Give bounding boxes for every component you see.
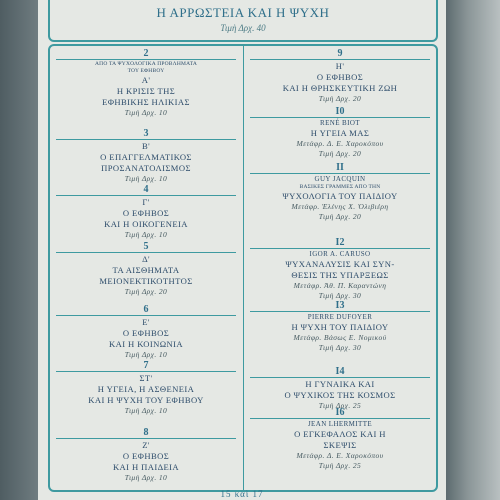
entry-price: Τιμὴ Δρχ. 10 bbox=[124, 473, 168, 482]
entry-number: 3 bbox=[143, 128, 149, 139]
entry-number: Ι3 bbox=[335, 300, 345, 311]
entry-price: Τιμὴ Δρχ. 10 bbox=[124, 350, 168, 359]
entry-text: ΠΡΟΣΑΝΑΤΟΛΙΣΜΟΣ bbox=[101, 163, 191, 173]
entry-text: ΨΥΧΟΛΟΓΙΑ ΤΟΥ ΠΑΙΔΙΟΥ bbox=[282, 191, 398, 201]
entry-price: Τιμὴ Δρχ. 10 bbox=[124, 230, 168, 239]
entry-number: 9 bbox=[337, 48, 343, 59]
entry-rule bbox=[250, 248, 430, 249]
header-title: Η ΑΡΡΩΣΤΕΙΑ ΚΑΙ Η ΨΥΧΗ bbox=[156, 5, 330, 20]
entry-number: Ι2 bbox=[335, 237, 345, 248]
entry-price: Τιμὴ Δρχ. 30 bbox=[318, 343, 362, 352]
entry-text: ΘΕΣΙΣ ΤΗΣ ΥΠΑΡΞΕΩΣ bbox=[291, 270, 389, 280]
entry-text: IGOR A. CARUSO bbox=[309, 250, 371, 258]
catalog-entry bbox=[250, 300, 430, 353]
entry-rule bbox=[56, 252, 236, 253]
entry-text: ΒΑΣΙΚΕΣ ΓΡΑΜΜΕΣ ΑΠΟ ΤΗΝ bbox=[299, 184, 381, 190]
entry-number: 5 bbox=[143, 241, 149, 252]
entry-rule bbox=[56, 59, 236, 60]
entry-text: Ζ' bbox=[142, 440, 150, 450]
entry-number: Ι0 bbox=[335, 106, 345, 117]
entry-text: Α' bbox=[141, 75, 151, 85]
entry-price: Τιμὴ Δρχ. 20 bbox=[124, 287, 168, 296]
entry-text: ΚΑΙ Η ΟΙΚΟΓΕΝΕΙΑ bbox=[104, 219, 188, 229]
entry-text: ΑΠΟ ΤΑ ΨΥΧΟΛΟΓΙΚΑ ΠΡΟΒΛΗΜΑΤΑ bbox=[94, 61, 197, 67]
entry-rule bbox=[250, 311, 430, 312]
entry-text: ΚΑΙ Η ΚΟΙΝΩΝΙΑ bbox=[109, 339, 183, 349]
entry-number: Ι4 bbox=[335, 366, 345, 377]
entry-number: 8 bbox=[143, 427, 149, 438]
entry-rule bbox=[56, 438, 236, 439]
catalog-entry bbox=[250, 48, 430, 104]
entry-rule bbox=[250, 418, 430, 419]
binding-edge bbox=[0, 0, 38, 500]
entry-text: ΣΚΕΨΙΣ bbox=[323, 440, 357, 450]
entry-text: ΚΑΙ Η ΘΡΗΣΚΕΥΤΙΚΗ ΖΩΗ bbox=[282, 83, 398, 93]
entry-text: JEAN LHERMITTE bbox=[307, 420, 373, 428]
entry-text: Ο ΕΦΗΒΟΣ bbox=[122, 451, 170, 461]
entry-text: Η ΥΓΕΙΑ ΜΑΣ bbox=[310, 128, 370, 138]
catalog-entry bbox=[56, 184, 236, 240]
entry-text: Η ΚΡΙΣΙΣ ΤΗΣ bbox=[116, 86, 176, 96]
catalog-entry bbox=[56, 304, 236, 360]
entry-translator: Μετάφρ. Βάσως Ε. Νομικού bbox=[293, 333, 387, 342]
column-divider bbox=[243, 46, 244, 490]
entry-rule bbox=[56, 371, 236, 372]
entry-rule bbox=[250, 59, 430, 60]
entry-number: ΙΙ bbox=[336, 162, 344, 173]
entry-rule bbox=[250, 377, 430, 378]
catalog-entry bbox=[56, 241, 236, 297]
page-footer: 15 καὶ 17 bbox=[220, 489, 264, 499]
entry-text: RENÉ BIOT bbox=[320, 119, 360, 127]
entry-rule bbox=[250, 117, 430, 118]
catalog-entry bbox=[250, 106, 430, 159]
catalog-entry bbox=[56, 360, 236, 416]
entry-price: Τιμὴ Δρχ. 10 bbox=[124, 174, 168, 183]
entry-rule bbox=[56, 195, 236, 196]
entry-translator: Μετάφρ. Δ. Ε. Χαροκόπου bbox=[296, 139, 384, 148]
entry-price: Τιμὴ Δρχ. 25 bbox=[318, 461, 362, 470]
entry-text: Ο ΕΠΑΓΓΕΛΜΑΤΙΚΟΣ bbox=[100, 152, 192, 162]
entry-price: Τιμὴ Δρχ. 20 bbox=[318, 212, 362, 221]
catalog-entry bbox=[250, 162, 430, 222]
entry-text: Η ΥΓΕΙΑ, Η ΑΣΘΕΝΕΙΑ bbox=[97, 384, 195, 394]
entry-text: Ο ΕΓΚΕΦΑΛΟΣ ΚΑΙ Η bbox=[294, 429, 386, 439]
entry-number: Ι6 bbox=[335, 407, 345, 418]
entry-text: ΚΑΙ Η ΠΑΙΔΕΙΑ bbox=[112, 462, 180, 472]
entry-text: Η' bbox=[335, 61, 345, 71]
entry-price: Τιμὴ Δρχ. 10 bbox=[124, 406, 168, 415]
entry-text: ΤΑ ΑΙΣΘΗΜΑΤΑ bbox=[112, 265, 180, 275]
entry-number: 2 bbox=[143, 48, 149, 59]
entry-text: Η ΨΥΧΗ ΤΟΥ ΠΑΙΔΙΟΥ bbox=[291, 322, 389, 332]
page-edge bbox=[446, 0, 500, 500]
entry-text: Ε' bbox=[142, 317, 150, 327]
entry-number: 4 bbox=[143, 184, 149, 195]
entry-text: PIERRE DUFOYER bbox=[307, 313, 373, 321]
entry-price: Τιμὴ Δρχ. 20 bbox=[318, 149, 362, 158]
entry-text: ΚΑΙ Η ΨΥΧΗ ΤΟΥ ΕΦΗΒΟΥ bbox=[88, 395, 204, 405]
catalog-entry bbox=[56, 427, 236, 483]
entry-text: ΤΟΥ ΕΦΗΒΟΥ bbox=[127, 68, 165, 74]
entry-price: Τιμὴ Δρχ. 30 bbox=[318, 291, 362, 300]
entry-price: Τιμὴ Δρχ. 20 bbox=[318, 94, 362, 103]
catalog-entry bbox=[56, 48, 236, 118]
entry-text: ΨΥΧΑΝΑΛΥΣΙΣ ΚΑΙ ΣΥΝ- bbox=[285, 259, 395, 269]
entry-text: Ο ΕΦΗΒΟΣ bbox=[316, 72, 364, 82]
entry-text: Δ' bbox=[142, 254, 150, 264]
entry-number: 6 bbox=[143, 304, 149, 315]
entry-price: Τιμὴ Δρχ. 10 bbox=[124, 108, 168, 117]
entry-rule bbox=[250, 173, 430, 174]
entry-rule bbox=[56, 139, 236, 140]
catalog-entry bbox=[56, 128, 236, 184]
entry-rule bbox=[56, 315, 236, 316]
header-price: Τιμὴ Δρχ. 40 bbox=[220, 23, 266, 33]
entry-price: Τιμὴ Δρχ. 25 bbox=[318, 401, 362, 410]
entry-translator: Μετάφρ. Ἀθ. Π. Καραντώνη bbox=[293, 281, 387, 290]
entry-text: ΜΕΙΟΝΕΚΤΙΚΟΤΗΤΟΣ bbox=[99, 276, 193, 286]
entry-text: Η ΓΥΝΑΙΚΑ ΚΑΙ bbox=[305, 379, 375, 389]
entry-translator: Μετάφρ. Δ. Ε. Χαροκόπου bbox=[296, 451, 384, 460]
entry-text: Β' bbox=[141, 141, 151, 151]
catalog-entry bbox=[250, 237, 430, 301]
catalog-entry bbox=[250, 366, 430, 411]
entry-text: ΕΦΗΒΙΚΗΣ ΗΛΙΚΙΑΣ bbox=[102, 97, 190, 107]
entry-text: Ο ΕΦΗΒΟΣ bbox=[122, 208, 170, 218]
entry-text: Ο ΨΥΧΙΚΟΣ ΤΗΣ ΚΟΣΜΟΣ bbox=[284, 390, 396, 400]
catalog-entry bbox=[250, 407, 430, 471]
entry-number: 7 bbox=[143, 360, 149, 371]
catalog-page bbox=[38, 0, 446, 500]
entry-text: Γ' bbox=[142, 197, 150, 207]
entry-text: ΣΤ' bbox=[139, 373, 153, 383]
catalog-panel bbox=[48, 44, 438, 492]
header-box bbox=[48, 0, 438, 42]
entry-text: Ο ΕΦΗΒΟΣ bbox=[122, 328, 170, 338]
entry-text: GUY JACQUIN bbox=[314, 175, 366, 183]
entry-translator: Μετάφρ. Ἑλένης Χ. Ὀλιβιέρη bbox=[291, 202, 389, 211]
